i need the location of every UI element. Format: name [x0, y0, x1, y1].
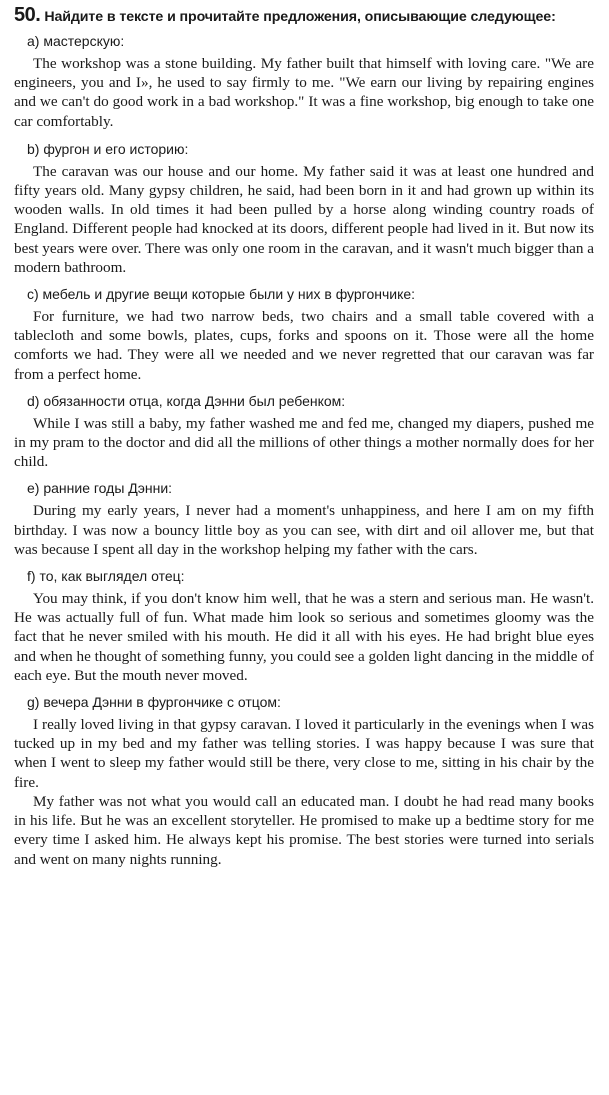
section-workshop: [14, 32, 594, 131]
section-label: d) обязанности отца, когда Дэнни был ребенком:: [27, 392, 346, 409]
section-paragraph: My father was not what you would call an educated man. I doubt he had read many books in his life. But he was an excellent storyteller. He promised to make up a bedtime story for me every time I asked him. He always kept his promise. The best stories were turned into serials and went on many nights running.: [14, 792, 594, 868]
section-father-duties: [14, 392, 594, 472]
section-label: c) мебель и другие вещи которые были у них в фургончике:: [27, 286, 416, 303]
section-paragraph: The caravan was our house and our home. My father said it was at least one hundred and fifty years old. Many gypsy children, he said, had been born in it and had grown up within its wooden walls. In old times it had been pulled by a horse along winding country roads of England. Different people had knocked at its doors, different people had lived in it. But now its best years were over. There was only one room in the caravan, and it wasn't much bigger than a modern bathroom.: [14, 162, 594, 276]
section-paragraph: You may think, if you don't know him well, that he was a stern and serious man. He wasn't. He was actually full of fun. What made him look so serious and sometimes gloomy was the fact that he never smiled with his mouth. He did it all with his eyes. He had bright blue eyes and when he thought of something funny, you could see a golden light dancing in the middle of each eye. But the mouth never moved.: [14, 590, 594, 684]
section-father-appearance: [14, 567, 594, 685]
section-paragraph: While I was still a baby, my father washed me and fed me, changed my diapers, pushed me in my pram to the doctor and did all the millions of other things a mother normally does for her child.: [14, 414, 594, 471]
section-label: e) ранние годы Дэнни:: [27, 480, 173, 497]
section-caravan: [14, 140, 594, 277]
section-furniture: [14, 285, 594, 384]
section-label: а) мастерскую:: [27, 33, 125, 49]
section-paragraph: For furniture, we had two narrow beds, two chairs and a small table covered with a tablecloth and some bowls, plates, cups, forks and spoons on it. Those were all the home comforts we had. They were all we needed and we never regretted that our caravan was far from a perfect home.: [14, 308, 594, 383]
section-label: g) вечера Дэнни в фургончике с отцом:: [27, 694, 281, 711]
section-early-years: [14, 479, 594, 559]
section-paragraph: I really loved living in that gypsy caravan. I loved it particularly in the evenings when I was tucked up in my bed and my father was telling stories. I was happy because I was sure that when I went to sleep my father would still be there, very close to me, sitting in his chair by the fire.: [14, 716, 594, 791]
section-paragraph: During my early years, I never had a moment's unhappiness, and here I am on my fifth birthday. I was now a bouncy little boy as you can see, with dirt and oil allover me, but that was because I spent all day in the workshop helping my father with the cars.: [14, 502, 594, 558]
section-label: f) то, как выглядел отец:: [27, 568, 185, 585]
section-evenings: [14, 693, 594, 869]
textbook-page: [14, 6, 594, 877]
section-paragraph: The workshop was a stone building. My father built that himself with loving care. "We are engineers, you and I», he used to say firmly to me. "We earn our living by repairing engines and we can't do good work in a bad workshop." It was a fine workshop, big enough to take one car comfortably.: [14, 55, 594, 130]
task-heading: [14, 6, 594, 26]
task-instruction: Найдите в тексте и прочитайте предложения, описывающие следующее:: [44, 9, 556, 25]
task-number: 50.: [14, 4, 41, 26]
section-label: b) фургон и его историю:: [27, 140, 189, 157]
